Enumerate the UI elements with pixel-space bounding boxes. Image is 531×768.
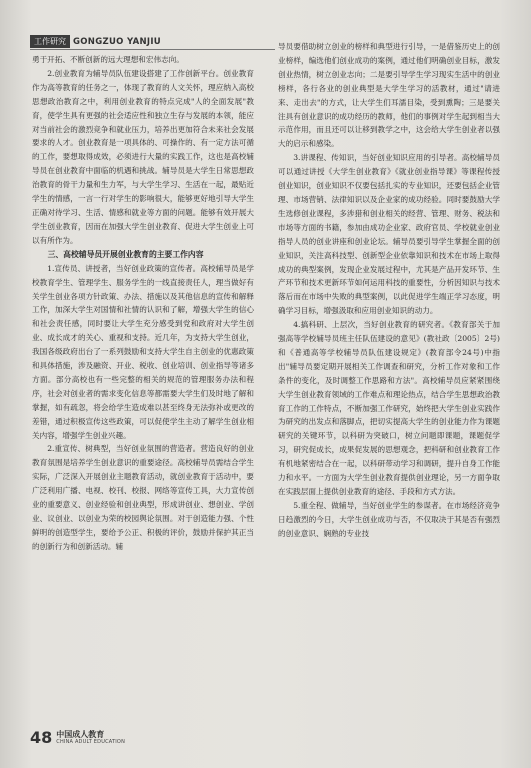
paragraph: 5.重全程、做辅导，当好创业学生的参谋者。在市场经济竞争日趋激烈的今日，大学生创业成功与否，不仅取决于其是否有强烈的创业意识、娴熟的专业技 [278,500,500,538]
section-tag: 工作研究 [30,35,70,48]
magazine-name [56,730,125,746]
paragraph: 2.创业教育为辅导员队伍建设搭建了工作创新平台。创业教育作为高等教育的任务之一，体现了教育的人文关怀，理应纳入高校思想政治教育之中，利用创业教育的特点完成"人的全面发展"教育，使学生具有更强的社会适应性和独立生存与发展的本领，能应对当前社会的激烈竞争和就业压力，培养出更加符合未来社会发展要求的人才。创业教育是一项具体的、可操作的、有一定方法可循的工作，要想取得成效，必须进行大量的实践工作，这也是高校辅导员在创业教育中面临的机遇和挑战。辅导员是大学生日常思想政治教育的骨干力量和生力军，与大学生学习、生活在一起，最贴近学生的情感，一言一行对学生的影响很大，能够更好地引导大学生正确对待学习、生活、情感和就业等方面的问题。能够有效开展大学生创业教育，因而在加强大学生创业教育、促进大学生创业上可以有所作为。 [32,68,254,245]
magazine-name-cn: 中国成人教育 [56,730,105,739]
magazine-name-en: CHINA ADULT EDUCATION [56,739,126,745]
left-column [32,53,254,725]
paragraph: 1.宣传员、讲授者，当好创业政策的宣传者。高校辅导员是学校教育学生、管理学生、服务学生的一线直接责任人，理当做好有关学生创业各项方针政策、办法、措施以及其他信息的宣传和解释工作，加深大学生对国情和社情的认识和了解，增强大学生的信心和社会责任感，同时要让大学生充分感受到党和政府对大学生创业、成长成才的关心、重视和支持。近几年，为支持大学生创业，我国各级政府出台了一系列鼓励和支持大学生自主创业的优惠政策和具体措施，涉及融资、开业、税收、创业培训、创业指导等诸多方面。部分高校也有一些完整的相关的规范的管理服务办法和程序，社会对创业者的需求变化信息等都需要大学生们及时地了解和掌握，如有疏忽，将会给学生造成难以甚至终身无法弥补或更改的差错，通过积极宣传这些政策，可以促使学生主动了解学生创业相关内容，增强学生创业兴趣。 [32,263,254,440]
paragraph: 勇于开拓、不断创新的远大理想和宏伟志向。 [32,55,184,64]
page-footer [30,730,125,746]
page-number: 48 [30,728,53,747]
paragraph: 3.讲课程、传知识，当好创业知识应用的引导者。高校辅导员可以通过讲授《大学生创业教育》《就业创业指导课》等课程传授创业知识，创业知识不仅要包括扎实的专业知识，还要包括企业管理、市场营销、法律知识以及企业家的成功经验。同时要鼓励大学生选修创业课程，多涉猎和创业相关的经营、管理、财务、税法和市场等方面的书籍，参加由成功企业家、政府官员、学校就业创业指导人员的创业讲座和创业论坛。辅导员要引导学生掌握全面的创业知识，关注高科技型、创新型企业依靠知识和技术在市场上取得成功的典型案例，发现企业发展过程中，尤其是产品开发环节、生产环节和技术更新环节如何运用科技的重要性，分析因知识与技术落后而在市场中失败的典型案例，以此促进学生端正学习态度，明确学习目标，增强汲取和应用创业知识的动力。 [278,153,500,316]
paragraph: 4.搞科研、上层次，当好创业教育的研究者。《教育部关于加强高等学校辅导员班主任队伍建设的意见》(教社政〔2005〕2号)和《普通高等学校辅导员队伍建设规定》(教育部令24号)中指出"辅导员要定期开展相关工作调查和研究，分析工作对象和工作条件的变化，及时调整工作思路和方法"。高校辅导员应紧紧围绕大学生创业教育领域的工作难点和理论热点，结合学生思想政治教育工作的工作特点，不断加强工作研究，始终把大学生创业实践作为研究的出发点和落脚点，把切实提高大学生的创业能力作为课题研究的关键环节，以科研为突破口，树立问题即课题，课题促学习，研究促成长，成果促发展的思想观念，把科研和创业教育工作有机地紧密结合在一起，以科研带动学习和调研，提升自身工作能力和水平。一方面为大学生创业教育提供创业理论，另一方面争取在实践层面上提供创业教育的途径、手段和方式方法。 [278,320,500,496]
header-rule [30,49,275,50]
paragraph: 2.重宣传、树典型，当好创业氛围的营造者。营造良好的创业教育氛围是培养学生创业意识的重要途径。高校辅导员需结合学生实际，广泛深入开展创业主题教育活动，就创业教育于活动中，要广泛利用广播、电视、校刊、校报、网络等宣传工具，大力宣传创业的重要意义、创业经验和创业典型，形成讲创业、想创业、学创业、议创业、以创业为荣的校园舆论氛围。对于创造能力强、个性鲜明的创造型学生，要给予公正、积极的评价，鼓励并保护其正当的创新行为和创新活动。辅 [32,444,254,551]
right-column [278,40,500,725]
section-heading: 三、高校辅导员开展创业教育的主要工作内容 [47,249,204,259]
section-pinyin: GONGZUO YANJIU [73,36,162,47]
running-header [30,35,161,48]
paragraph: 导员要借助树立创业的榜样和典型进行引导，一是借鉴历史上的创业榜样，编选他们创业成功的案例，通过他们明确创业目标，激发创业热情，树立创业志向；二是要引导学生学习现实生活中的创业榜样，各行各业的创业典型是大学生学习的活教材，通过"请进来、走出去"的方式，让大学生们耳濡目染，受到熏陶；三是要关注具有创业意识的成功经历的教师，他们的事例对学生起到相当大示范作用，而且还可以让移到教学之中，这会给大学生创业者以强大的启示和感染。 [278,42,500,149]
